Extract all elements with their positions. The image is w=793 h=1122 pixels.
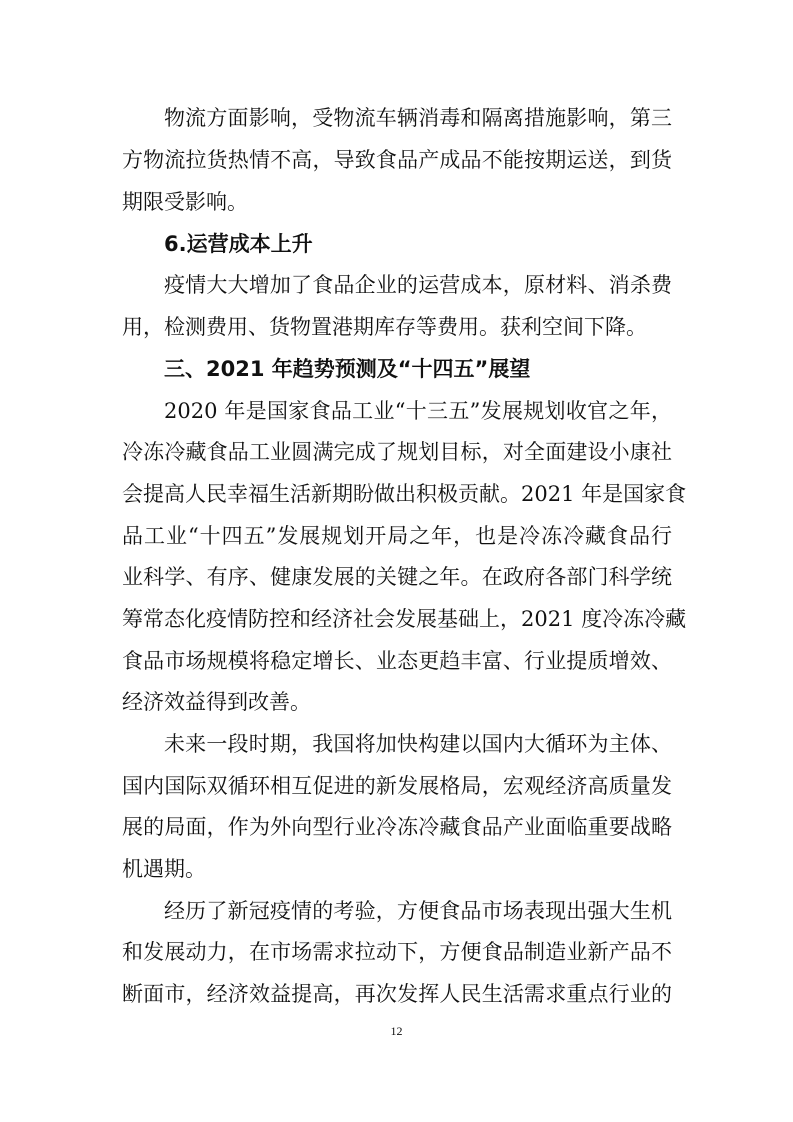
text-line: 方物流拉货热情不高，导致食品产成品不能按期运送，到货: [122, 148, 672, 172]
text-line: 筹常态化疫情防控和经济社会发展基础上，2021 度冷冻冷藏: [122, 607, 687, 631]
text-line: 2020 年是国家食品工业“十三五”发展规划收官之年，: [164, 399, 672, 423]
text-line: 会提高人民幸福生活新期盼做出积极贡献。2021 年是国家食: [122, 482, 687, 506]
text-line: 冷冻冷藏食品工业圆满完成了规划目标，对全面建设小康社: [122, 440, 672, 464]
chapter-heading: 三、2021 年趋势预测及“十四五”展望: [164, 357, 531, 381]
text-line: 用，检测费用、货物置港期库存等费用。获利空间下降。: [122, 315, 647, 339]
text-line: 未来一段时期，我国将加快构建以国内大循环为主体、: [164, 732, 672, 756]
text-line: 机遇期。: [122, 857, 206, 881]
text-line: 品工业“十四五”发展规划开局之年，也是冷冻冷藏食品行: [122, 524, 672, 548]
text-line: 和发展动力，在市场需求拉动下，方便食品制造业新产品不: [122, 940, 672, 964]
section-heading: 6.运营成本上升: [164, 232, 313, 256]
page-number: 12: [390, 1024, 403, 1038]
text-line: 业科学、有序、健康发展的关键之年。在政府各部门科学统: [122, 565, 672, 589]
text-line: 经济效益得到改善。: [122, 690, 311, 714]
text-line: 经历了新冠疫情的考验，方便食品市场表现出强大生机: [164, 899, 672, 923]
text-line: 展的局面，作为外向型行业冷冻冷藏食品产业面临重要战略: [122, 815, 672, 839]
text-line: 食品市场规模将稳定增长、业态更趋丰富、行业提质增效、: [122, 649, 672, 673]
text-line: 疫情大大增加了食品企业的运营成本，原材料、消杀费: [164, 273, 672, 297]
text-line: 断面市，经济效益提高，再次发挥人民生活需求重点行业的: [122, 982, 672, 1006]
text-line: 物流方面影响，受物流车辆消毒和隔离措施影响，第三: [164, 106, 672, 130]
text-line: 国内国际双循环相互促进的新发展格局，宏观经济高质量发: [122, 774, 672, 798]
text-line: 期限受影响。: [122, 190, 248, 214]
